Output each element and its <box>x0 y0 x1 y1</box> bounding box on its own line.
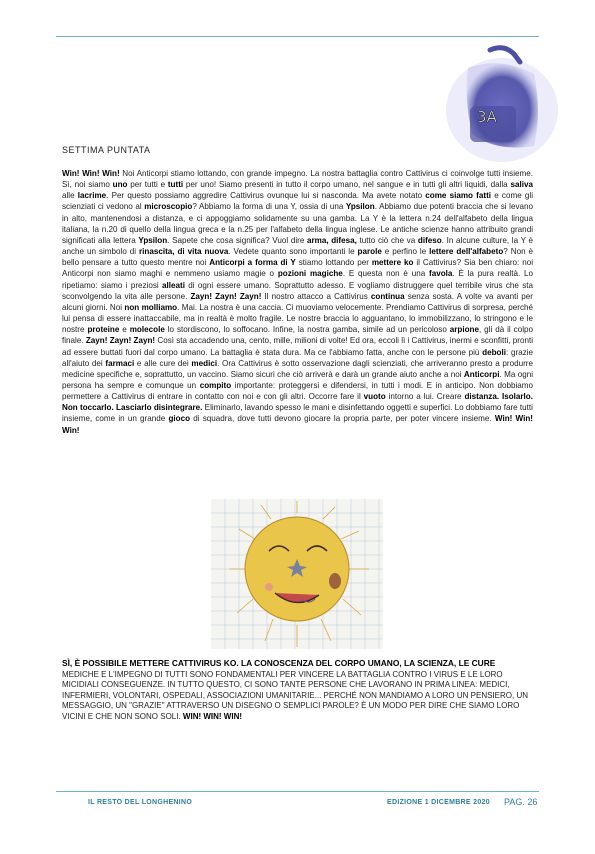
article-body <box>62 168 533 436</box>
body-text-run: di ogni essere umano. Soprattutto adesso. E vogliamo distruggere quel terribile virus che sta sconvolgendo la vita alle persone. <box>62 280 533 301</box>
body-text-run: intorno a lui. Creare <box>385 392 465 402</box>
body-bold-run: compito <box>199 380 232 390</box>
badge-label: 3A <box>477 108 497 126</box>
body-bold-run: mettere ko <box>371 258 414 268</box>
body-text-run: . Ora Cattivirus è sotto osservazione dagli scienziati, che arriveranno presto a produrre medicine specifiche e, soprattutto, un vaccino. Siamo sicuri che ciò arriverà e darà un grande aiuto anche a noi <box>62 358 534 379</box>
body-text-run: stiamo lottando per <box>295 258 372 268</box>
body-bold-run: Anticorpi a forma di Y <box>209 258 296 268</box>
body-bold-run: Win! Win! Win! <box>62 414 533 435</box>
body-bold-run: come siamo fatti <box>425 191 492 201</box>
footer-edition: EDIZIONE 1 DICEMBRE 2020 <box>387 799 490 806</box>
body-bold-run: non molliamo <box>124 302 178 312</box>
body-text-run: . Per questo possiamo aggredire Cattivirus ovunque lui si nasconda. Ma avete notato <box>106 191 426 201</box>
body-text-run: , gli dà il colpo finale. <box>62 325 534 346</box>
caption-lead: SÌ, È POSSIBILE METTERE CATTIVIRUS KO. LA CONOSCENZA DEL CORPO UMANO, LA SCIENZA, LE CURE <box>62 658 496 668</box>
body-text-run: . Mai. La nostra è una caccia. Ci muoviamo velocemente. Prendiamo Cattivirus di sorpresa, perché lui pensa di essere inattaccabile, ma in realtà è molto fragile. Le nostre braccia lo agguantano, lo immobilizzano, lo stringono e le nostre <box>62 302 533 335</box>
body-bold-run: arma, difesa, <box>306 235 357 245</box>
body-bold-run: arpione <box>449 325 479 335</box>
footer-page-number: PAG. 26 <box>504 797 538 807</box>
body-text-run: importante: proteggersi e difendersi, in tutti i modi. E in anticipo. Non dobbiamo permettere a Cattivirus di entrare in contatto con noi e con gli altri. Occorre fare il <box>62 380 533 402</box>
body-bold-run: Zayn! Zayn! Zayn! <box>85 336 156 346</box>
body-text-run: tutto ciò che va <box>356 235 418 245</box>
body-bold-run: tutti <box>167 180 184 190</box>
body-bold-run: microscopio <box>144 202 193 212</box>
footer-publication: IL RESTO DEL LONGHENINO <box>88 799 193 806</box>
body-bold-run: distanza. Isolarlo. Non toccarlo. Lasciarlo disintegrare. <box>62 392 533 413</box>
child-drawing-sun <box>211 499 383 649</box>
body-text-run: . Abbiamo due potenti braccia che si levano in alto, mantenendosi a distanza, e ci appoggiamo solidamente su una gamba. La Y è la lettera n.24 dell'alfabeto della lingua italiana, la n.20 di quello della lingua greca e la n.25 per l'alfabeto della lingua inglese. Le antiche scienze hanno attribuito grandi significati alla lettera <box>62 202 534 245</box>
body-bold-run: proteine <box>87 325 120 335</box>
body-text-run: senza sosta. A volte va avanti per alcuni giorni. Noi <box>62 291 533 312</box>
body-text-run: . È la pura realtà. Lo ripetiamo: siamo i preziosi <box>62 269 533 290</box>
body-bold-run: Zayn! Zayn! Zayn! <box>190 291 262 301</box>
body-text-run: e alle cure dei <box>134 358 192 368</box>
body-text-run: ? Non è bello pensare a tutto questo mentre noi <box>62 247 534 268</box>
body-bold-run: farmaci <box>105 358 135 368</box>
body-text-run: . E questa non è una <box>342 269 429 279</box>
body-bold-run: parole <box>357 247 382 257</box>
body-text-run: . Sapete che cosa significa? Vuol dire <box>167 235 307 245</box>
body-bold-run: alleati <box>162 280 185 290</box>
body-bold-run: difeso <box>417 235 442 245</box>
body-bold-run: rinascita, di vita nuova <box>139 247 229 257</box>
body-bold-run: deboli <box>482 347 506 357</box>
body-text-run: : grazie all'aiuto dei <box>62 347 533 368</box>
body-text-run: per tutti e <box>127 180 168 190</box>
body-text-run: . Ma ogni persona ha sempre e comunque un <box>62 369 533 390</box>
bottom-rule <box>56 791 539 792</box>
body-bold-run: vuoto <box>363 392 386 402</box>
body-text-run: . Vedete quanto sono importanti le <box>228 247 358 257</box>
body-text-run: per uno! Siamo presenti in tutto il corpo umano, nel sangue e in tutti gli altri liquidi, dalla <box>183 180 511 190</box>
body-bold-run: favola <box>429 269 453 279</box>
caption-text: MEDICHE E L'IMPEGNO DI TUTTI SONO FONDAMENTALI PER VINCERE LA BATTAGLIA CONTRO I VIRUS E LE LORO MICIDIALI CONSEGUENZE. IN TUTTO QUESTO, CI SONO TANTE PERSONE CHE LAVORANO IN PRIMA LINEA: MEDICI, INFERMIERI, VOLONTARI, OSPEDALI, ASSOCIAZIONI UMANITARIE... PERCHÉ NON MANDIAMO A LORO UN PENSIERO, UN MESSAGGIO, UN "GRAZIE" ATTRAVERSO UN DISEGNO O SEMPLICI PAROLE? È UN MODO PER DIRE CHE SIAMO LORO VICINI E CHE NON SONO SOLI. <box>62 669 528 721</box>
body-text-run: il Cattivirus? Sia ben chiaro: noi Anticorpi non siamo maghi e nemmeno usiamo magie o <box>62 258 534 279</box>
body-bold-run: medici <box>191 358 218 368</box>
body-bold-run: uno <box>112 180 128 190</box>
body-bold-run: gioco <box>168 414 191 424</box>
body-bold-run: pozioni magiche <box>277 269 343 279</box>
drawing-caption <box>62 658 533 723</box>
body-bold-run: molecole <box>129 325 165 335</box>
body-bold-run: Anticorpi <box>463 369 500 379</box>
body-text-run: alle <box>62 191 78 201</box>
body-text-run: e come gli scienziati ci vedono al <box>62 191 533 212</box>
caption-end: WIN! WIN! WIN! <box>182 711 243 721</box>
body-text-run: di squadra, dove tutti devono giocare la propria parte, per poter vincere insieme. <box>190 414 495 424</box>
body-text-run: ? Abbiamo la forma di una Y, ossia di una <box>192 202 346 212</box>
body-bold-run: Ypsilon <box>345 202 375 212</box>
body-text-run: . In alcune culture, la Y è anche un simbolo di <box>62 235 533 257</box>
body-bold-run: Win! Win! Win! <box>62 169 120 178</box>
body-bold-run: saliva <box>510 180 533 190</box>
backpack-icon <box>440 44 560 164</box>
body-text-run: Noi Anticorpi stiamo lottando, con grande impegno. La nostra battaglia contro Cattivirus ci coinvolge tutti insieme. Sì, noi siamo <box>62 169 533 190</box>
top-rule <box>56 36 539 37</box>
class-badge <box>440 44 560 164</box>
article-heading: SETTIMA PUNTATA <box>62 145 151 155</box>
body-bold-run: lettere dell'alfabeto <box>429 247 504 257</box>
body-bold-run: continua <box>370 291 405 301</box>
body-text-run: Eliminarlo, lavando spesso le mani e disinfettando oggetti e superfici. Lo dobbiamo fare tutti insieme, come in un grande <box>62 403 533 424</box>
body-text-run: e <box>119 325 130 335</box>
body-bold-run: Ypsilon <box>138 235 168 245</box>
body-bold-run: lacrime <box>77 191 107 201</box>
body-text-run: Così sta accadendo una, cento, mille, milioni di volte! Ed ora, eccoli lì i Cattivirus, inermi e sconfitti, pronti ad essere buttati fuori dal corpo umano. La battaglia è stata dura. Ma ce l'abbiamo fatta, anche con le persone più <box>62 336 533 357</box>
body-text-run: lo stordiscono, lo soffocano. Infine, la nostra gamba, simile ad un pericoloso <box>164 325 450 335</box>
body-text-run: e perfino le <box>381 247 430 257</box>
body-text-run: Il nostro attacco a Cattivirus <box>261 291 371 301</box>
